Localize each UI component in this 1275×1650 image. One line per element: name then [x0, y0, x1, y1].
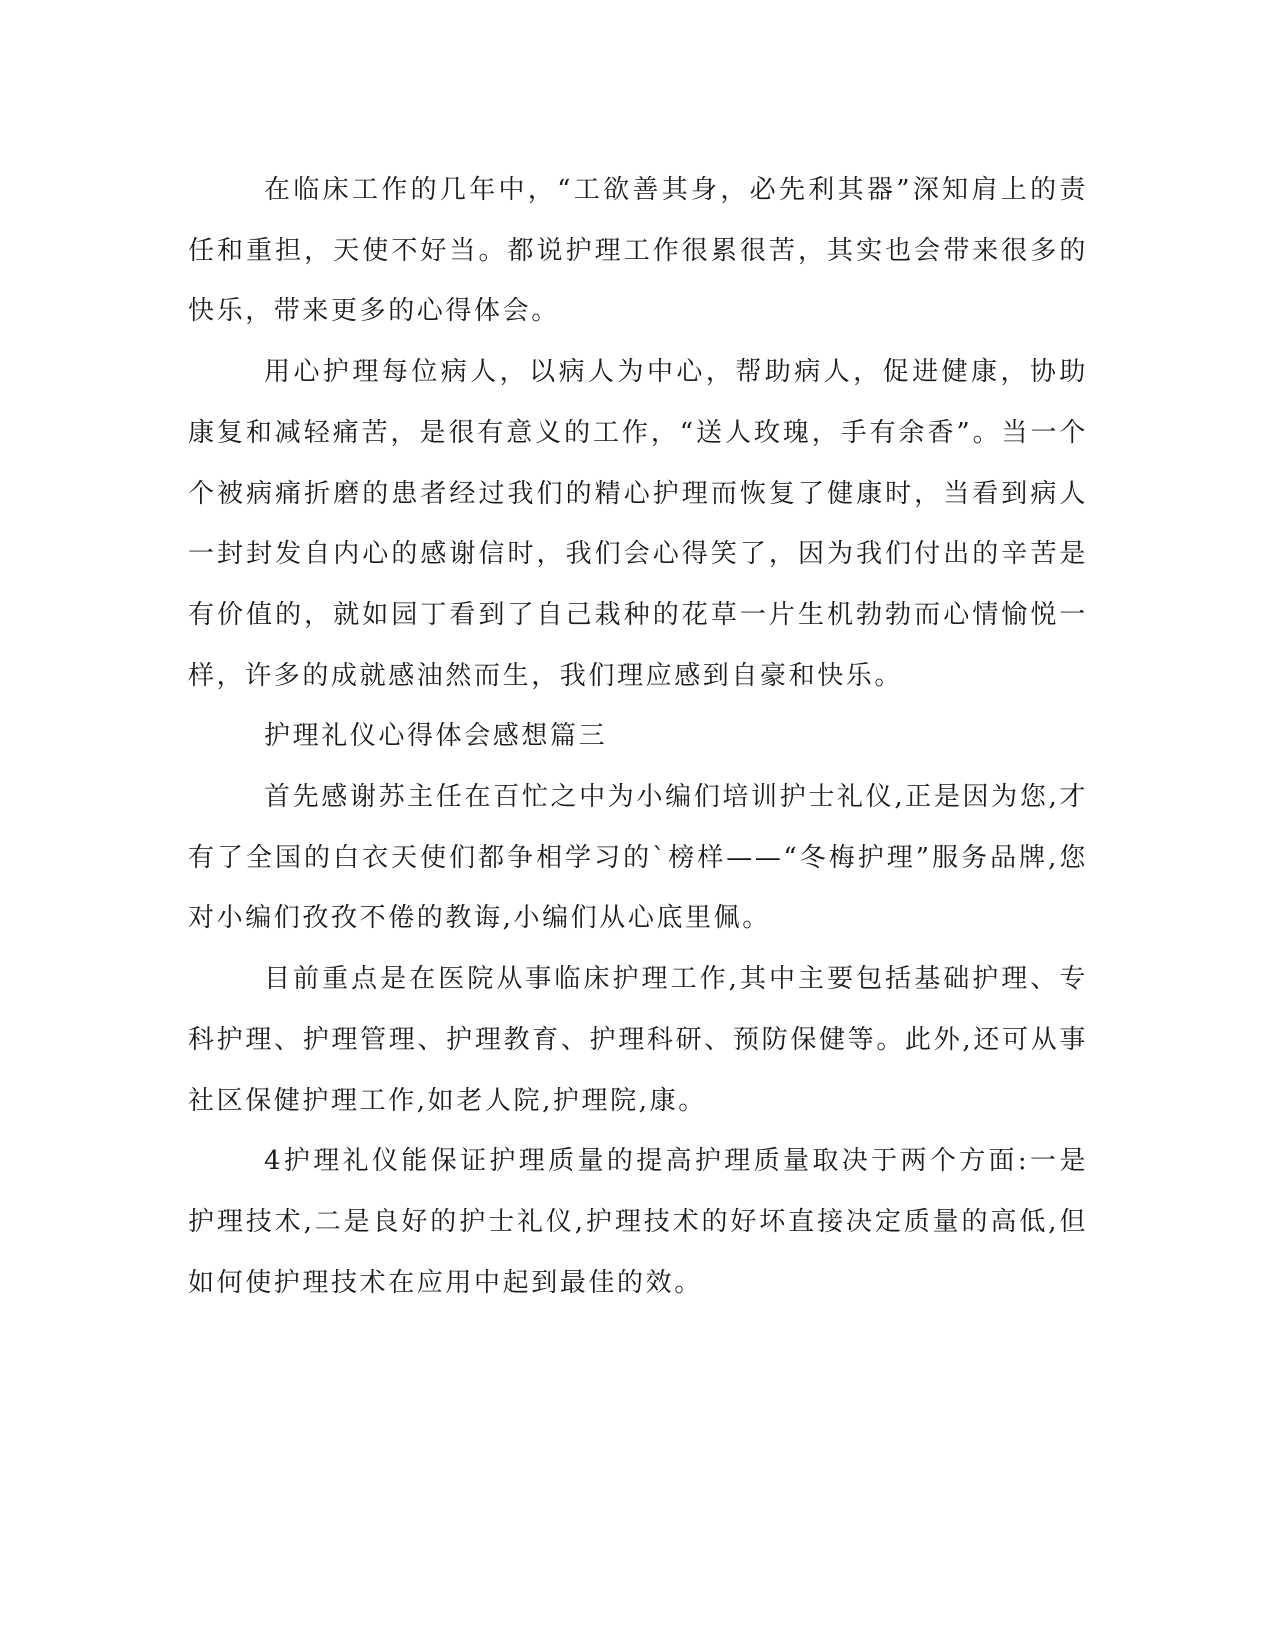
- paragraph-5: 4护理礼仪能保证护理质量的提高护理质量取决于两个方面:一是护理技术,二是良好的护士礼仪,护理技术的好坏直接决定质量的高低,但如何使护理技术在应用中起到最佳的效。: [188, 1146, 1088, 1298]
- paragraph-4: 目前重点是在医院从事临床护理工作,其中主要包括基础护理、专科护理、护理管理、护理教育、护理科研、预防保健等。此外,还可从事社区保健护理工作,如老人院,护理院,康。: [188, 964, 1088, 1116]
- paragraph-3: 首先感谢苏主任在百忙之中为小编们培训护士礼仪,正是因为您,才有了全国的白衣天使们都争相学习的`榜样——“冬梅护理”服务品牌,您对小编们孜孜不倦的教诲,小编们从心底里佩。: [188, 782, 1088, 934]
- section-heading: 护理礼仪心得体会感想篇三: [264, 721, 608, 752]
- document-body: [188, 160, 1088, 1313]
- paragraph-1: 在临床工作的几年中，“工欲善其身，必先利其器”深知肩上的责任和重担，天使不好当。都说护理工作很累很苦，其实也会带来很多的快乐，带来更多的心得体会。: [188, 175, 1088, 327]
- paragraph-2: 用心护理每位病人，以病人为中心，帮助病人，促进健康，协助康复和减轻痛苦，是很有意义的工作，“送人玫瑰，手有余香”。当一个个被病痛折磨的患者经过我们的精心护理而恢复了健康时，当看到病人一封封发自内心的感谢信时，我们会心得笑了，因为我们付出的辛苦是有价值的，就如园丁看到了自己栽种的花草一片生机勃勃而心情愉悦一样，许多的成就感油然而生，我们理应感到自豪和快乐。: [188, 357, 1088, 691]
